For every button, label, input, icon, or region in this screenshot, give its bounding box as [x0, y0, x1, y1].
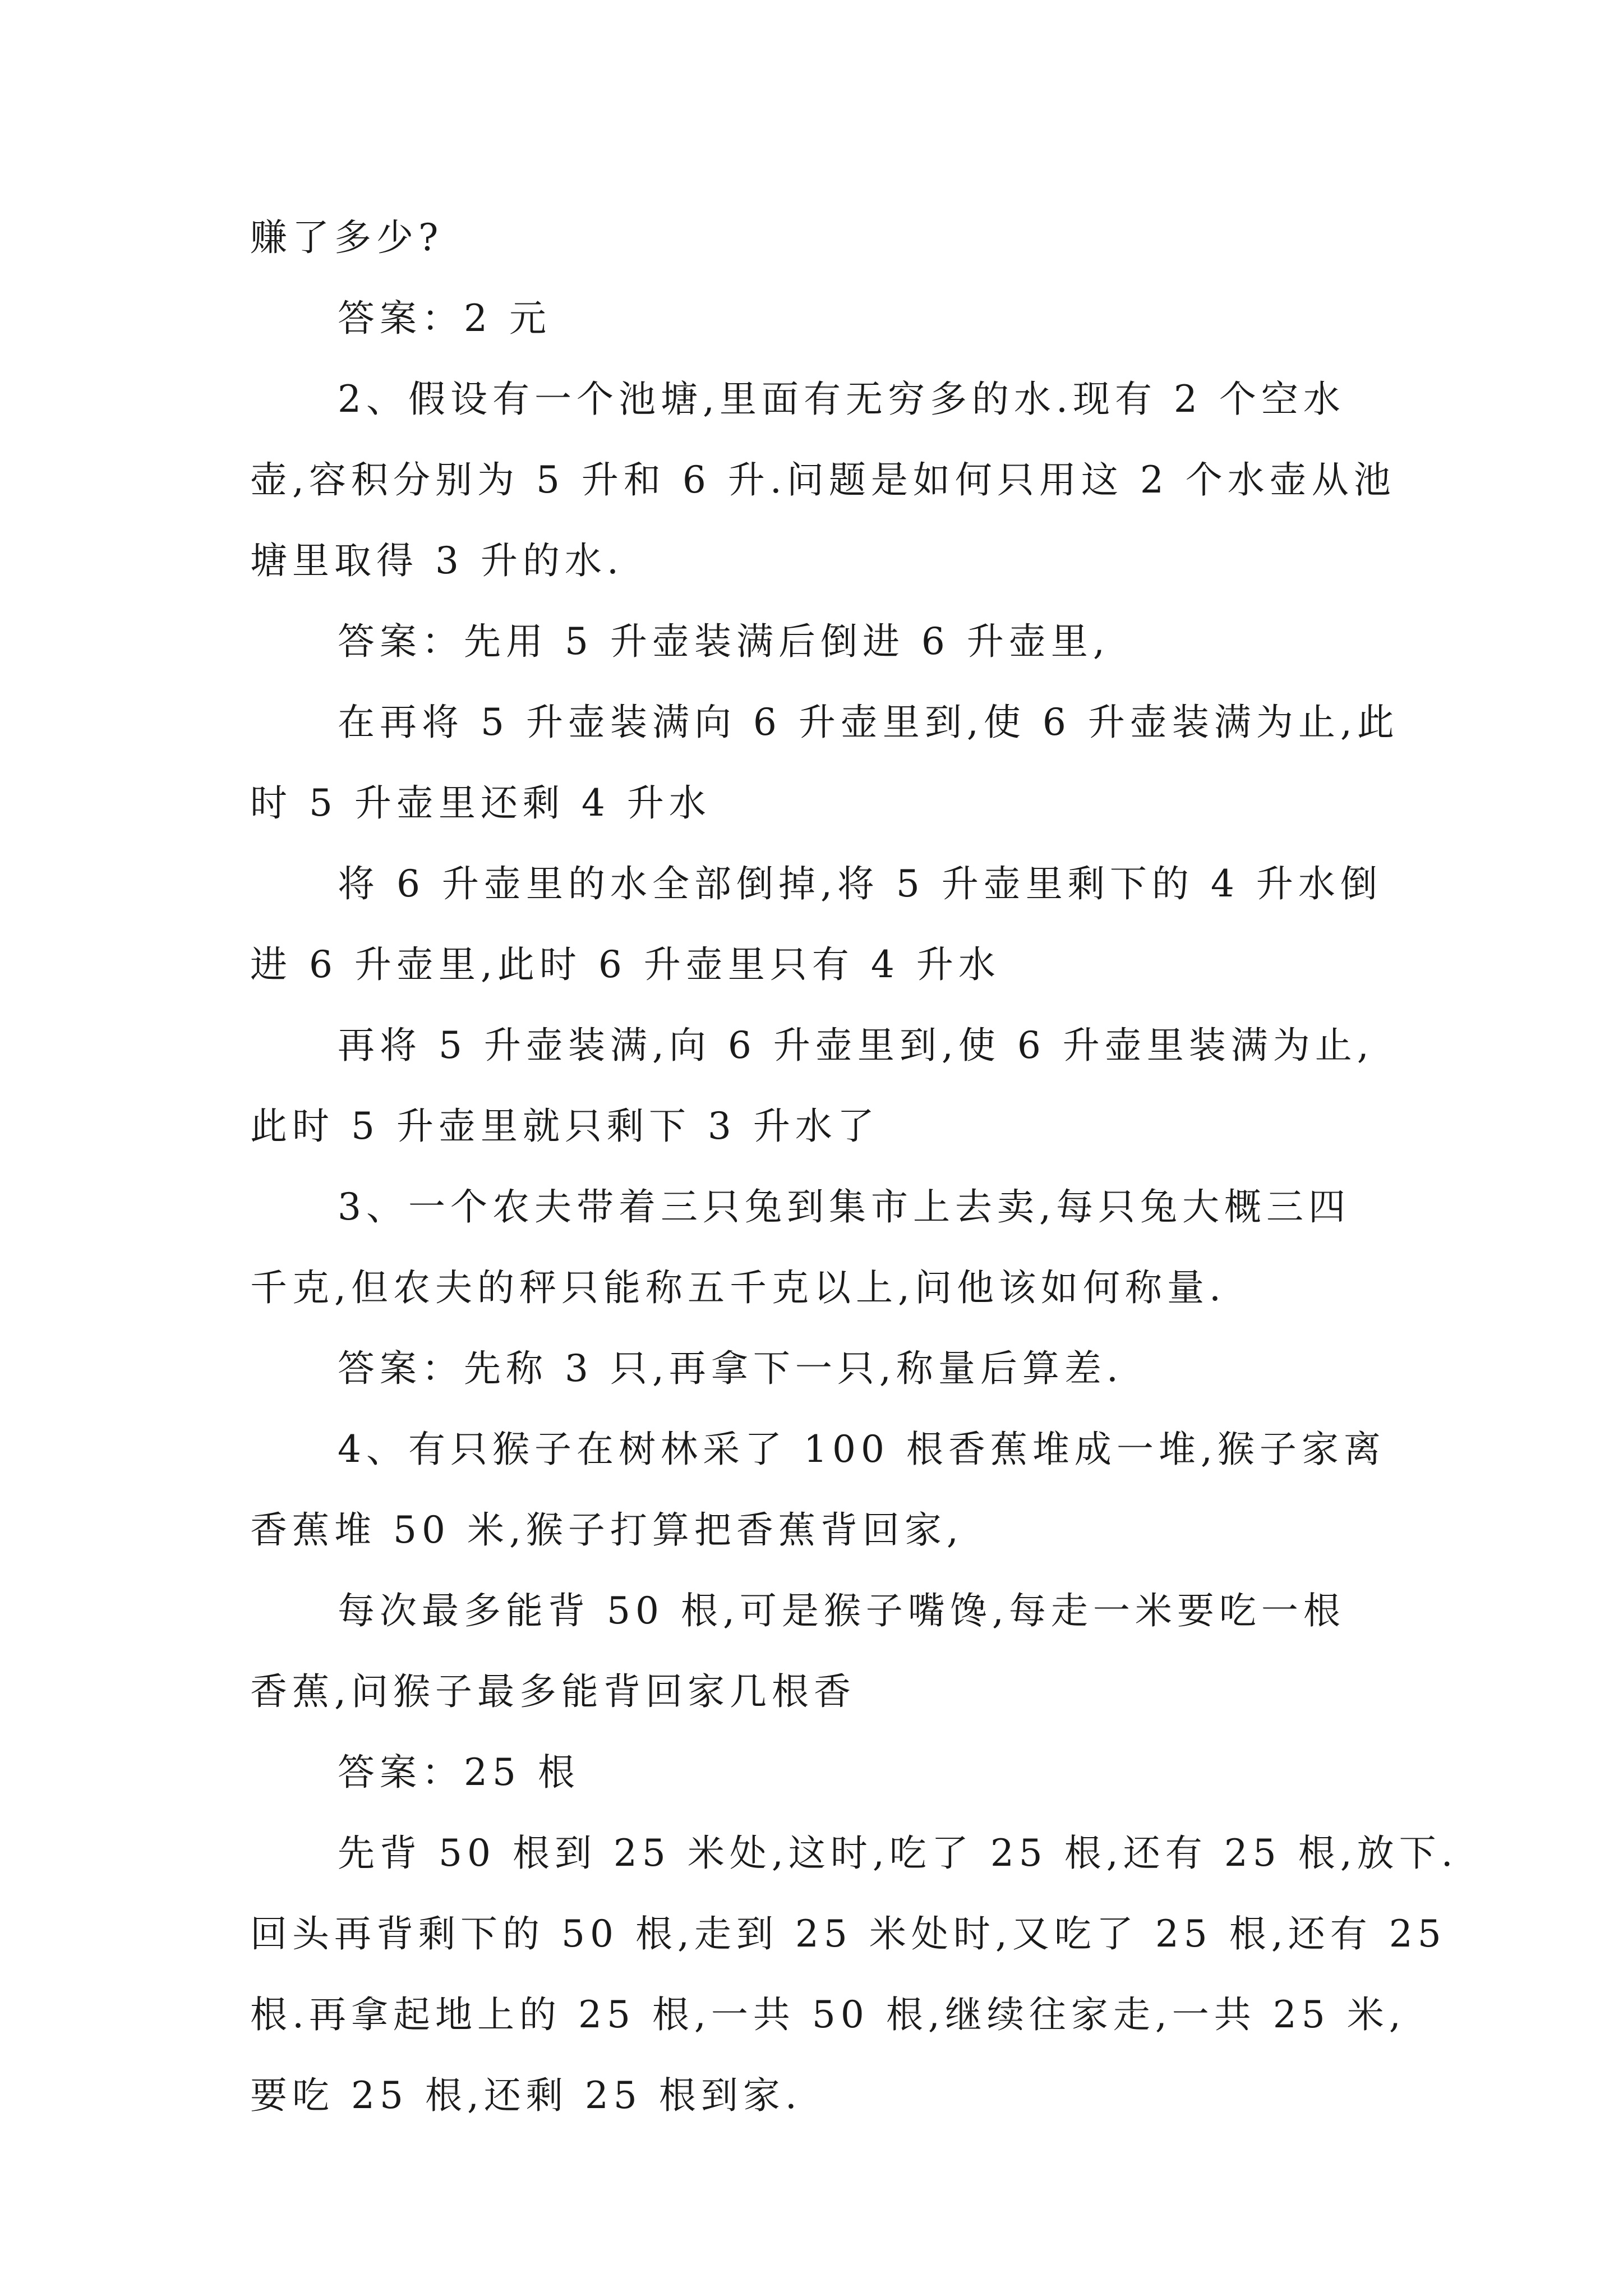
text-line: 3、一个农夫带着三只兔到集市上去卖,每只兔大概三四: [338, 1185, 1350, 1228]
text-line: 回头再背剩下的 50 根,走到 25 米处时,又吃了 25 根,还有 25: [250, 1912, 1446, 1955]
text-line: 再将 5 升壶装满,向 6 升壶里到,使 6 升壶里装满为止,: [338, 1024, 1374, 1067]
text-line: 答案：先用 5 升壶装满后倒进 6 升壶里,: [338, 620, 1110, 663]
text-line: 答案：先称 3 只,再拿下一只,称量后算差.: [338, 1347, 1123, 1390]
text-line: 答案：2 元: [338, 297, 551, 340]
text-line: 将 6 升壶里的水全部倒掉,将 5 升壶里剩下的 4 升水倒: [338, 862, 1382, 905]
text-line: 赚了多少?: [250, 216, 444, 259]
text-line: 塘里取得 3 升的水.: [250, 539, 624, 582]
text-line: 进 6 升壶里,此时 6 升壶里只有 4 升水: [250, 943, 1000, 986]
text-line: 在再将 5 升壶装满向 6 升壶里到,使 6 升壶装满为止,此: [338, 701, 1399, 744]
text-line: 壶,容积分别为 5 升和 6 升.问题是如何只用这 2 个水壶从池: [250, 458, 1396, 501]
text-line: 4、有只猴子在树林采了 100 根香蕉堆成一堆,猴子家离: [338, 1428, 1386, 1471]
text-line: 根.再拿起地上的 25 根,一共 50 根,继续往家走,一共 25 米,: [250, 1993, 1406, 2036]
text-line: 先背 50 根到 25 米处,这时,吃了 25 根,还有 25 根,放下.: [338, 1832, 1458, 1875]
text-line: 时 5 升壶里还剩 4 升水: [250, 781, 711, 825]
document-body: [250, 197, 1458, 2136]
text-line: 千克,但农夫的秤只能称五千克以上,问他该如何称量.: [250, 1266, 1226, 1309]
text-line: 每次最多能背 50 根,可是猴子嘴馋,每走一米要吃一根: [338, 1589, 1345, 1632]
text-line: 答案：25 根: [338, 1751, 580, 1794]
text-line: 香蕉,问猴子最多能背回家几根香: [250, 1670, 856, 1713]
text-line: 要吃 25 根,还剩 25 根到家.: [250, 2074, 802, 2117]
text-line: 此时 5 升壶里就只剩下 3 升水了: [250, 1105, 879, 1148]
text-line: 香蕉堆 50 米,猴子打算把香蕉背回家,: [250, 1508, 963, 1552]
text-line: 2、假设有一个池塘,里面有无穷多的水.现有 2 个空水: [338, 378, 1345, 421]
